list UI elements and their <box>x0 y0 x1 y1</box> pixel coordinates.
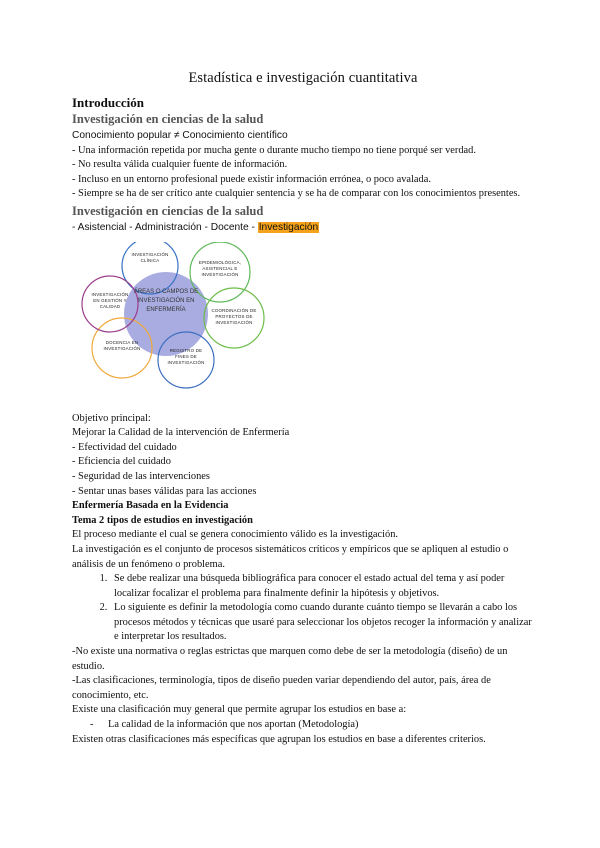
label-center: ÁREAS O CAMPOS DE INVESTIGACIÓN EN ENFERMERÍA <box>133 288 199 313</box>
section-heading-health-research: Investigación en ciencias de la salud <box>72 112 264 126</box>
dash-list <box>72 718 534 733</box>
paragraph: Existen otras clasificaciones más específicas que agrupan los estudios en base a diferentes criterios. <box>72 733 486 745</box>
bullet-line: - Una información repetida por mucha gente o durante mucho tiempo no tiene porqué ser verdad. <box>72 144 476 156</box>
document-page <box>72 70 534 747</box>
label-top-right: EPIDEMIOLÓGICA, ASISTENCIAL E INVESTIGACIÓN <box>198 259 242 277</box>
objective-bullet: - Efectividad del cuidado <box>72 441 177 453</box>
label-right: COORDINACIÓN DE PROYECTOS DE INVESTIGACIÓN <box>211 307 257 325</box>
paragraph: -No existe una normativa o reglas estrictas que marquen como debe de ser la metodología (diseño) de un estudio. <box>72 646 508 672</box>
paragraph: La investigación es el conjunto de procesos sistemáticos críticos y empíricos que se apliquen al estudio o análisis de un fenómeno o problema. <box>72 543 509 570</box>
numbered-list <box>72 572 534 645</box>
bullet-line: - No resulta válida cualquier fuente de información. <box>72 159 288 171</box>
objective-label: Objetivo principal: <box>72 412 151 424</box>
document-title: Estadística e investigación cuantitativa <box>188 70 418 86</box>
label-bottom-right: REGISTRO DE FINES DE INVESTIGACIÓN <box>167 347 205 365</box>
objective-bullet: - Sentar unas bases válidas para las acciones <box>72 485 257 497</box>
bullet-line: - Incluso en un entorno profesional puede existir información errónea, o poco avalada. <box>72 173 431 185</box>
dash-item-text: La calidad de la información que nos aportan (Metodología) <box>108 719 359 731</box>
areas-prefix: - Asistencial - Administración - Docente - <box>72 221 258 233</box>
research-areas-diagram <box>78 242 288 392</box>
paragraph: El proceso mediante el cual se genera conocimiento válido es la investigación. <box>72 529 399 541</box>
section-heading-health-research-2: Investigación en ciencias de la salud <box>72 203 264 218</box>
dash-item: - La calidad de la información que nos aportan (Metodología) <box>90 719 359 731</box>
paragraph: -Las clasificaciones, terminología, tipos de diseño pueden variar dependiendo del autor, país, área de conocimiento, etc. <box>72 675 491 701</box>
objective-text: Mejorar la Calidad de la intervención de Enfermería <box>72 427 290 439</box>
paragraph: Existe una clasificación muy general que permite agrupar los estudios en base a: <box>72 704 407 716</box>
knowledge-line: Conocimiento popular ≠ Conocimiento científico <box>72 130 288 141</box>
bullet-line: - Siempre se ha de ser crítico ante cualquier sentencia y se ha de comparar con los conocimientos presentes. <box>72 188 521 200</box>
intro-heading: Introducción <box>72 95 144 110</box>
label-bottom-left: DOCENCIA EN INVESTIGACIÓN <box>103 339 141 351</box>
label-top: INVESTIGACIÓN CLÍNICA <box>131 251 169 263</box>
objective-bullet: - Seguridad de las intervenciones <box>72 470 210 482</box>
numbered-item: 1. Se debe realizar una búsqueda bibliográfica para conocer el estado actual del tema y así poder localizar focalizar el problema para finalmente definir la hipótesis y objetivos. <box>110 572 534 601</box>
areas-highlight: Investigación <box>258 221 319 233</box>
numbered-item: 2. Lo siguiente es definir la metodología como cuando durante cuánto tiempo se llevarán a cabo los procesos métodos y técnicas que usaré para seleccionar los objetos recoger la información y analizar e interpretar los resultados. <box>110 601 534 645</box>
label-left: INVESTIGACIÓN EN GESTIÓN Y CALIDAD <box>91 291 129 309</box>
ebe-heading: Enfermería Basada en la Evidencia <box>72 500 229 512</box>
tema-heading: Tema 2 tipos de estudios en investigación <box>72 514 253 526</box>
objective-bullet: - Eficiencia del cuidado <box>72 456 171 468</box>
areas-line <box>72 221 534 236</box>
